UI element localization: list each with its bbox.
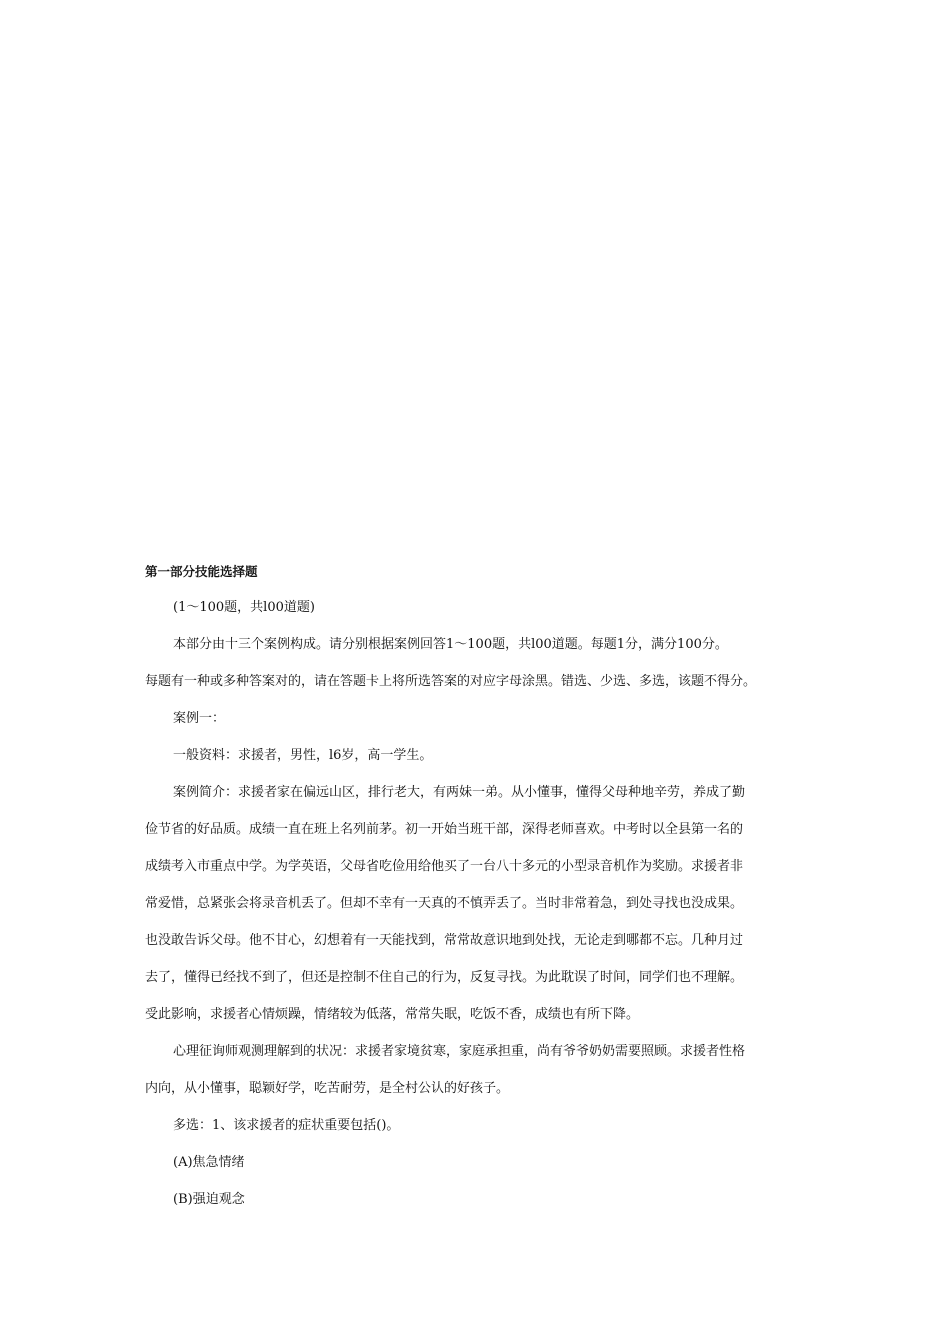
answer-option-b: (B)强迫观念 xyxy=(173,1192,245,1207)
document-body xyxy=(145,562,825,1210)
range-note: (1～100题，共l00道题) xyxy=(173,600,315,615)
case-summary-line: 成绩考入市重点中学。为学英语，父母省吃俭用给他买了一台八十多元的小型录音机作为奖励。求援者非 xyxy=(145,859,744,874)
case-summary-line: 去了，懂得已经找不到了，但还是控制不住自己的行为，反复寻找。为此耽误了时间，同学们也不理解。 xyxy=(145,970,744,985)
case-summary-line: 常爱惜，总紧张会将录音机丢了。但却不幸有一天真的不慎弄丢了。当时非常着急，到处寻找也没成果。 xyxy=(145,896,744,911)
question-text: 多选：1、该求援者的症状重要包括()。 xyxy=(173,1118,400,1133)
section-title: 第一部分技能选择题 xyxy=(145,564,258,579)
general-info: 一般资料：求援者，男性，l6岁，高一学生。 xyxy=(173,748,433,763)
instruction-line-2: 每题有一种或多种答案对的，请在答题卡上将所选答案的对应字母涂黑。错选、少选、多选，该题不得分。 xyxy=(145,674,757,689)
case-summary-line: 案例简介：求援者家在偏远山区，排行老大，有两妹一弟。从小懂事，懂得父母种地辛劳，养成了勤 xyxy=(173,785,746,800)
counselor-observation-line: 心理征询师观测理解到的状况：求援者家境贫寒，家庭承担重，尚有爷爷奶奶需要照顾。求援者性格 xyxy=(173,1044,746,1059)
counselor-observation-line: 内向，从小懂事，聪颖好学，吃苦耐劳，是全村公认的好孩子。 xyxy=(145,1081,510,1096)
instruction-line-1: 本部分由十三个案例构成。请分别根据案例回答1～100题，共l00道题。每题1分，满分100分。 xyxy=(173,637,728,652)
case-title: 案例一： xyxy=(173,711,226,726)
case-summary-line: 受此影响，求援者心情烦躁，情绪较为低落，常常失眠，吃饭不香，成绩也有所下降。 xyxy=(145,1007,640,1022)
case-summary-line: 也没敢告诉父母。他不甘心，幻想着有一天能找到，常常故意识地到处找，无论走到哪都不忘。几种月过 xyxy=(145,933,744,948)
case-summary-line: 俭节省的好品质。成绩一直在班上名列前茅。初一开始当班干部，深得老师喜欢。中考时以全县第一名的 xyxy=(145,822,744,837)
answer-option-a: (A)焦急情绪 xyxy=(173,1155,245,1170)
